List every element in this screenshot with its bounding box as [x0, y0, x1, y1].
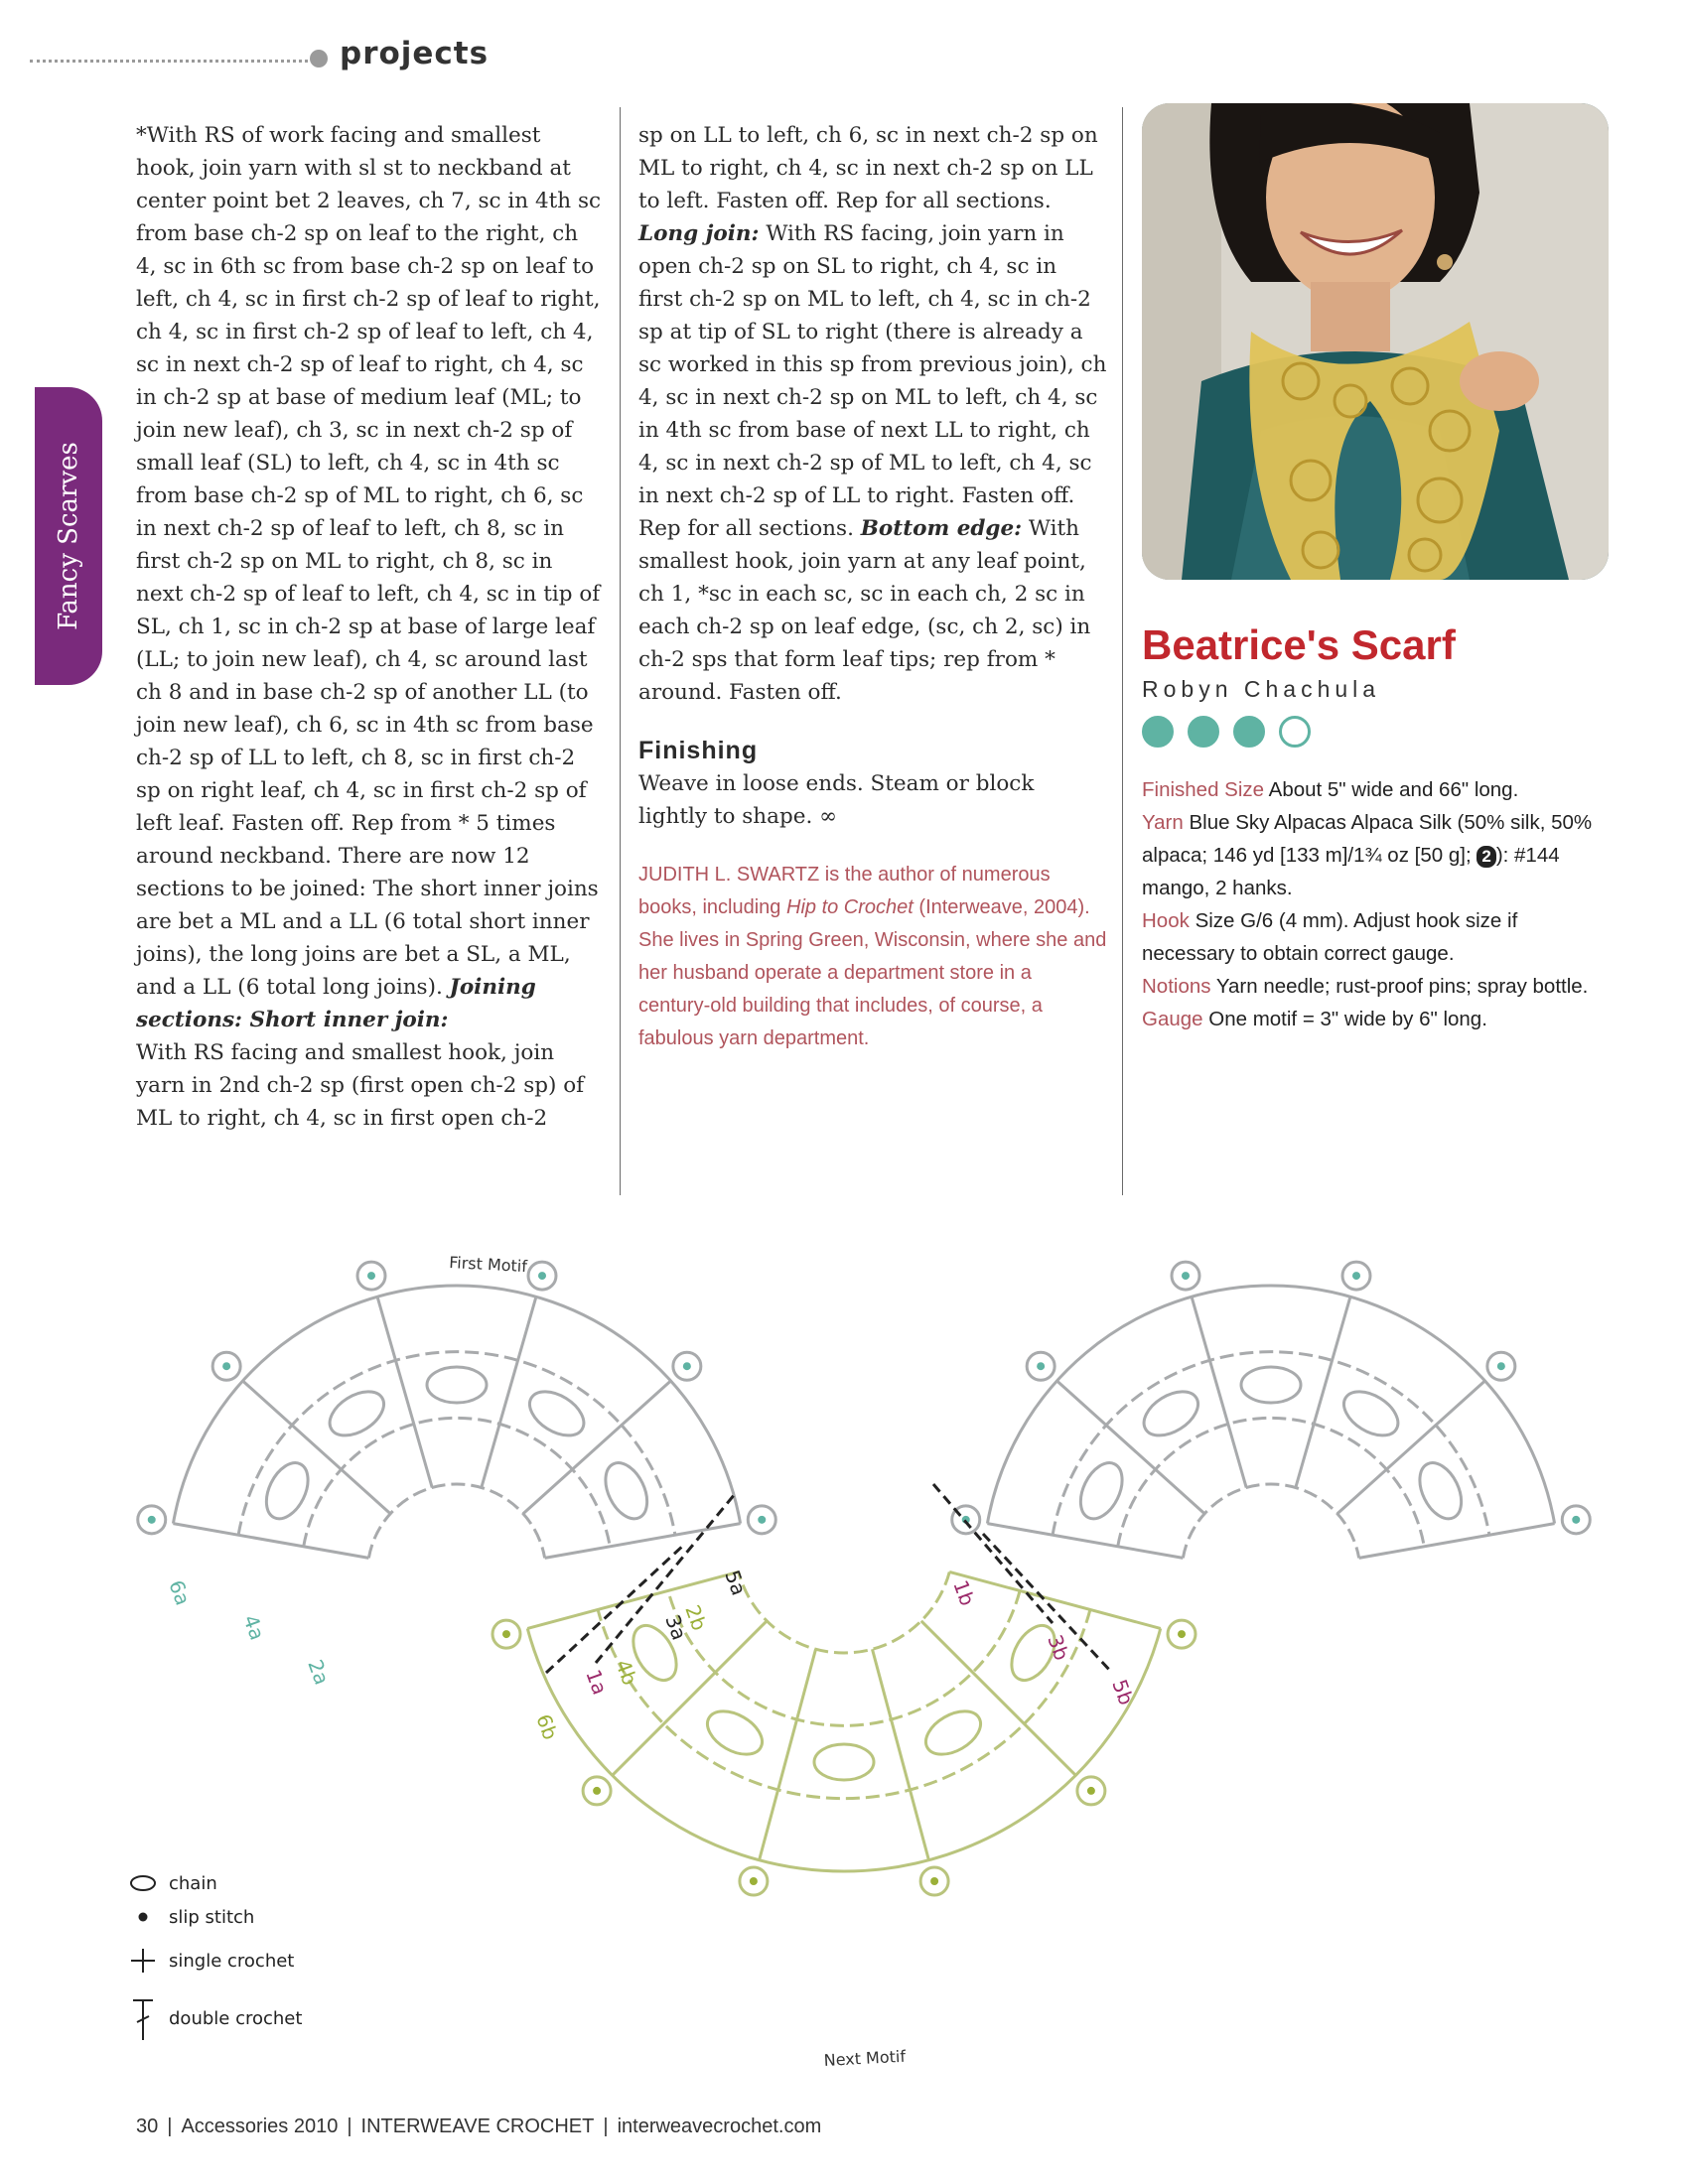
long-join-text: With RS facing, join yarn in open ch-2 sp on SL to right, ch 4, sc in first ch-2 sp on ML to left, ch 4, sc in ch-2 sp at tip of SL to right (there is already a sc worked in this sp from previous join), ch 4, sc in next ch-2 sp on ML to left, ch 4, sc in 4th sc from base of next LL to right, ch 4, sc in next ch-2 sp of ML to left, ch 4, sc in next ch-2 sp of LL to right. Fasten off. Rep for all sections. [638, 221, 1107, 541]
instructions-column-2 [638, 119, 1107, 1055]
instructions-column-1 [136, 119, 605, 1135]
legend-label: double crochet [169, 2008, 303, 2029]
side-tab-label: Fancy Scarves [54, 442, 83, 630]
legend-label: slip stitch [169, 1907, 255, 1928]
single-crochet-icon [131, 1949, 155, 1973]
spec-label: Gauge [1142, 1008, 1203, 1030]
join-label: 4b [611, 1656, 642, 1689]
page-footer: 30 | Accessories 2010 | INTERWEAVE CROCHET | interweavecrochet.com [136, 2116, 822, 2137]
chain-icon [131, 1876, 155, 1890]
next-motif-outline [492, 1571, 1196, 1895]
bio-book-title: Hip to Crochet [786, 896, 914, 918]
author-bio [638, 859, 1107, 1055]
skill-dot-filled [1233, 716, 1265, 748]
spec-gauge [1142, 1003, 1609, 1035]
next-motif-label: Next Motif [823, 2046, 907, 2070]
section-title: projects [340, 36, 490, 71]
bottom-edge-text: With smallest hook, join yarn at any leaf point, ch 1, *sc in each sc, sc in each ch, 2 sc in each ch-2 sp on leaf edge, (sc, ch 2, sc) in ch-2 sps that form leaf tips; rep from * around. Fasten off. [638, 516, 1091, 705]
join-lines [546, 1484, 1112, 1673]
spec-value: Blue Sky Alpacas Alpaca Silk (50% silk, 50% alpaca; 146 yd [133 m]/1¾ oz [50 g]; [1142, 811, 1593, 867]
header-bullet [310, 50, 328, 68]
spec-label: Notions [1142, 975, 1211, 998]
bio-text: is the author of numerous books, including [638, 864, 1051, 918]
pattern-info-column [1142, 103, 1609, 1035]
join-label: 3a [660, 1611, 692, 1644]
designer-name: Robyn Chachula [1142, 676, 1381, 702]
first-motif-label: First Motif [448, 1253, 528, 1277]
spec-finished-size [1142, 773, 1609, 806]
skill-dot-filled [1188, 716, 1219, 748]
join-label: 5a [720, 1567, 752, 1599]
stitch-legend [131, 1873, 302, 2040]
pattern-title: Beatrice's Scarf [1142, 621, 1456, 668]
spec-value: ): #144 mango, 2 hanks. [1142, 844, 1560, 899]
model-photo [1142, 103, 1609, 580]
spec-label: Yarn [1142, 811, 1184, 834]
join-label: 1b [948, 1576, 980, 1609]
join-label: 1a [581, 1666, 613, 1699]
issue-name: Accessories 2010 [181, 2116, 339, 2137]
instructions-paragraph [638, 119, 1107, 709]
spec-hook [1142, 904, 1609, 970]
spec-notions [1142, 970, 1609, 1003]
join-label: 6a [164, 1576, 196, 1609]
first-motif-outline [138, 1262, 776, 1558]
slip-stitch-icon [139, 1913, 148, 1922]
instructions-paragraph [136, 119, 605, 1036]
short-join-heading: Joining sections: Short inner join: [136, 975, 536, 1032]
yarn-weight-badge: 2 [1477, 846, 1495, 868]
join-label: 2b [680, 1601, 712, 1634]
short-join-text: With RS facing and smallest hook, join yarn in 2nd ch-2 sp (first open ch-2 sp) of ML to right, ch 4, sc in first open ch-2 [136, 1040, 585, 1131]
crochet-motif-diagram [129, 1246, 1609, 2070]
spec-label: Finished Size [1142, 778, 1265, 801]
short-join-continued: sp on LL to left, ch 6, sc in next ch-2 sp on ML to right, ch 4, sc in next ch-2 sp on LL to left. Fasten off. Rep for all sections. [638, 123, 1098, 213]
spec-value: About 5" wide and 66" long. [1268, 778, 1519, 801]
third-motif-outline [952, 1262, 1591, 1558]
double-crochet-icon [133, 2000, 153, 2040]
header-dotted-rule [30, 60, 308, 63]
finishing-text: Weave in loose ends. Steam or block lightly to shape. ∞ [638, 771, 1035, 829]
skill-dot-empty [1279, 716, 1311, 748]
finishing-heading: Finishing [638, 737, 759, 764]
join-label: 3b [1043, 1631, 1074, 1664]
legend-label: chain [169, 1873, 217, 1894]
spec-value: Size G/6 (4 mm). Adjust hook size if necessary to obtain correct gauge. [1142, 909, 1518, 965]
spec-value: Yarn needle; rust-proof pins; spray bottle. [1215, 975, 1589, 998]
bio-text-end: (Interweave, 2004). She lives in Spring Green, Wisconsin, where she and her husband operate a department store in a century-old building that includes, of course, a fabulous yarn department. [638, 896, 1107, 1049]
column-divider [620, 107, 621, 1195]
join-label: 4a [238, 1611, 270, 1644]
magazine-url: interweavecrochet.com [617, 2116, 822, 2137]
join-label: 5b [1107, 1676, 1139, 1708]
column-divider [1122, 107, 1123, 1195]
page-number: 30 [136, 2116, 159, 2137]
neckband-join-text: *With RS of work facing and smallest hook, join yarn with sl st to neckband at center point bet 2 leaves, ch 7, sc in 4th sc from base ch-2 sp on leaf to the right, ch 4, sc in 6th sc from base ch-2 sp on leaf to left, ch 4, sc in first ch-2 sp of leaf to right, ch 4, sc in first ch-2 sp of leaf to left, ch 4, sc in next ch-2 sp of leaf to right, ch 4, sc in ch-2 sp at base of medium leaf (ML; to join new leaf), ch 3, sc in next ch-2 sp of small leaf (SL) to left, ch 4, sc in 4th sc from base ch-2 sp of ML to right, ch 6, sc in next ch-2 sp of leaf to left, ch 8, sc in first ch-2 sp on ML to right, ch 8, sc in next ch-2 sp of leaf to left, ch 4, sc in tip of SL, ch 1, sc in ch-2 sp at base of large leaf (LL; to join new leaf), ch 4, sc around last ch 8 and in base ch-2 sp of another LL (to join new leaf), ch 6, sc in 4th sc from base ch-2 sp of LL to left, ch 8, sc in first ch-2 sp on right leaf, ch 4, sc in first ch-2 sp of left leaf. Fasten off. Rep from * 5 times around neckband. There are now 12 sections to be joined: The short inner joins are bet a ML and a LL (6 total short inner joins), the long joins are bet a SL, a ML, and a LL (6 total long joins). [136, 123, 602, 1000]
model-wearing-scarf-image [1142, 103, 1609, 580]
section-side-tab [35, 387, 102, 685]
skill-level-indicator [1142, 716, 1609, 755]
bio-author-name: JUDITH L. SWARTZ [638, 864, 820, 886]
magazine-name: INTERWEAVE CROCHET [360, 2116, 595, 2137]
spec-yarn [1142, 806, 1609, 904]
spec-value: One motif = 3" wide by 6" long. [1208, 1008, 1487, 1030]
legend-label: single crochet [169, 1951, 295, 1972]
join-label: 2a [303, 1656, 335, 1689]
long-join-heading: Long join: [638, 221, 760, 246]
skill-dot-filled [1142, 716, 1174, 748]
join-label: 6b [531, 1710, 563, 1743]
pattern-specs [1142, 773, 1609, 1035]
spec-label: Hook [1142, 909, 1190, 932]
bottom-edge-heading: Bottom edge: [860, 516, 1023, 541]
